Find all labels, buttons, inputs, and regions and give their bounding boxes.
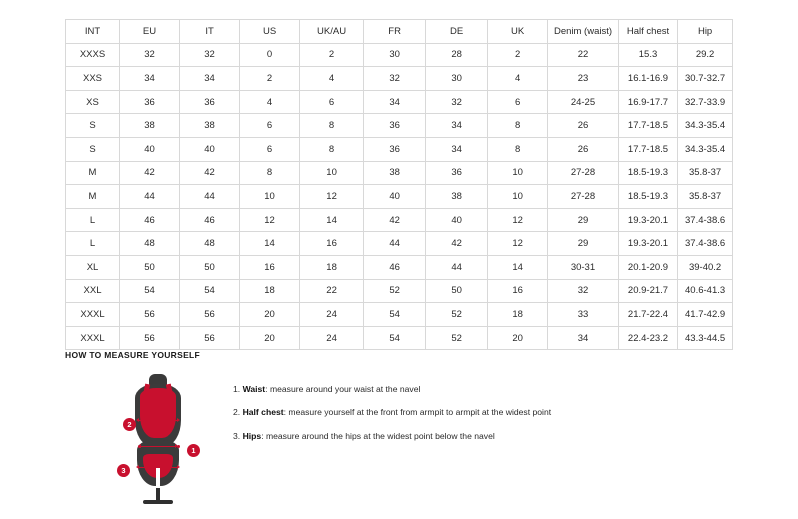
table-cell: 16: [240, 255, 300, 279]
table-cell: 16: [488, 279, 548, 303]
table-cell: XS: [66, 90, 120, 114]
table-cell: 35.8-37: [678, 185, 733, 209]
table-cell: 24-25: [548, 90, 619, 114]
measure-instruction-term: Hips: [242, 430, 262, 441]
measure-instruction-text: : measure yourself at the front from armpit to armpit at the widest point: [283, 407, 552, 418]
table-cell: 38: [426, 185, 488, 209]
table-cell: 6: [488, 90, 548, 114]
table-cell: 8: [300, 114, 364, 138]
table-cell: 19.3-20.1: [618, 208, 677, 232]
table-cell: 34: [426, 137, 488, 161]
table-row: [66, 43, 733, 67]
table-cell: S: [66, 114, 120, 138]
table-cell: 40: [120, 137, 180, 161]
measure-instruction-text: : measure around your waist at the navel: [265, 384, 421, 394]
table-row: [66, 137, 733, 161]
bullet-marker-2: 2: [123, 418, 136, 431]
table-cell: 33: [548, 303, 619, 327]
table-cell: 29: [548, 232, 619, 256]
table-cell: 17.7-18.5: [618, 137, 677, 161]
table-cell: 44: [364, 232, 426, 256]
table-cell: 10: [488, 161, 548, 185]
table-cell: XXXL: [66, 326, 120, 350]
column-header-5: FR: [364, 20, 426, 44]
table-cell: 36: [180, 90, 240, 114]
measure-instruction-number: 1.: [233, 384, 241, 394]
column-header-2: IT: [180, 20, 240, 44]
table-cell: 36: [120, 90, 180, 114]
table-cell: 4: [240, 90, 300, 114]
measure-instructions-list: [233, 372, 551, 454]
table-row: [66, 185, 733, 209]
table-row: [66, 114, 733, 138]
table-cell: 32: [180, 43, 240, 67]
column-header-6: DE: [426, 20, 488, 44]
table-cell: 32: [426, 90, 488, 114]
table-cell: XL: [66, 255, 120, 279]
column-header-7: UK: [488, 20, 548, 44]
table-cell: 34: [180, 67, 240, 91]
table-cell: M: [66, 161, 120, 185]
table-cell: 34: [120, 67, 180, 91]
table-cell: 6: [300, 90, 364, 114]
table-cell: 20.1-20.9: [618, 255, 677, 279]
table-row: [66, 255, 733, 279]
table-cell: 36: [426, 161, 488, 185]
table-cell: 14: [300, 208, 364, 232]
table-cell: 2: [488, 43, 548, 67]
table-cell: 22.4-23.2: [618, 326, 677, 350]
table-cell: 8: [300, 137, 364, 161]
table-cell: 16.1-16.9: [618, 67, 677, 91]
table-cell: 37.4-38.6: [678, 208, 733, 232]
table-cell: 20: [240, 326, 300, 350]
waist-marker-right-icon: [177, 445, 180, 448]
column-header-9: Half chest: [618, 20, 677, 44]
table-cell: 34.3-35.4: [678, 137, 733, 161]
measure-instruction-2: [233, 407, 551, 417]
table-cell: 16: [300, 232, 364, 256]
table-cell: 6: [240, 137, 300, 161]
mannequin-illustration: [95, 372, 215, 512]
table-row: [66, 67, 733, 91]
how-to-measure-title: HOW TO MEASURE YOURSELF: [65, 350, 201, 360]
table-cell: 56: [120, 303, 180, 327]
table-row: [66, 303, 733, 327]
table-cell: 29.2: [678, 43, 733, 67]
table-cell: 50: [426, 279, 488, 303]
table-cell: 20: [488, 326, 548, 350]
table-cell: 18: [300, 255, 364, 279]
table-cell: 46: [364, 255, 426, 279]
table-cell: 12: [240, 208, 300, 232]
table-cell: 8: [240, 161, 300, 185]
table-cell: 44: [426, 255, 488, 279]
table-cell: 16.9-17.7: [618, 90, 677, 114]
table-cell: 24: [300, 303, 364, 327]
table-cell: 34: [426, 114, 488, 138]
half-chest-measure-arrow-icon: [139, 420, 177, 421]
table-cell: 21.7-22.4: [618, 303, 677, 327]
table-cell: 4: [488, 67, 548, 91]
garment-top-icon: [140, 388, 176, 438]
size-chart-container: [65, 19, 733, 350]
table-cell: 8: [488, 114, 548, 138]
table-cell: 34: [364, 90, 426, 114]
table-cell: 29: [548, 208, 619, 232]
table-cell: 43.3-44.5: [678, 326, 733, 350]
table-cell: XXL: [66, 279, 120, 303]
table-cell: 50: [120, 255, 180, 279]
column-header-10: Hip: [678, 20, 733, 44]
column-header-8: Denim (waist): [548, 20, 619, 44]
table-cell: 30: [364, 43, 426, 67]
table-row: [66, 161, 733, 185]
table-cell: 32: [120, 43, 180, 67]
table-cell: 32: [364, 67, 426, 91]
table-cell: 12: [300, 185, 364, 209]
table-cell: 22: [548, 43, 619, 67]
table-cell: 38: [364, 161, 426, 185]
table-cell: 20.9-21.7: [618, 279, 677, 303]
table-cell: 56: [120, 326, 180, 350]
table-cell: 46: [180, 208, 240, 232]
hips-measure-arrow-icon: [139, 467, 177, 468]
column-header-0: INT: [66, 20, 120, 44]
measure-instruction-text: : measure around the hips at the widest point below the navel: [261, 430, 495, 441]
table-cell: 24: [300, 326, 364, 350]
bullet-marker-1: 1: [187, 444, 200, 457]
table-cell: 52: [426, 303, 488, 327]
table-cell: XXXL: [66, 303, 120, 327]
table-cell: 40: [426, 208, 488, 232]
table-cell: 27-28: [548, 161, 619, 185]
table-cell: 10: [300, 161, 364, 185]
table-cell: 37.4-38.6: [678, 232, 733, 256]
table-cell: 52: [426, 326, 488, 350]
table-cell: 38: [120, 114, 180, 138]
measure-instruction-term: Waist: [242, 384, 266, 394]
table-cell: 18.5-19.3: [618, 185, 677, 209]
column-header-1: EU: [120, 20, 180, 44]
waist-measure-arrow-icon: [141, 446, 175, 447]
table-cell: 23: [548, 67, 619, 91]
table-cell: 34.3-35.4: [678, 114, 733, 138]
how-to-measure-section: [65, 350, 765, 512]
table-cell: 14: [240, 232, 300, 256]
table-cell: 48: [120, 232, 180, 256]
size-chart-table: [65, 19, 733, 350]
column-header-4: UK/AU: [300, 20, 364, 44]
measure-instruction-3: [233, 431, 551, 441]
table-cell: 26: [548, 137, 619, 161]
table-row: [66, 232, 733, 256]
table-row: [66, 90, 733, 114]
table-row: [66, 208, 733, 232]
table-cell: 56: [180, 326, 240, 350]
table-cell: 54: [364, 326, 426, 350]
table-cell: 34: [548, 326, 619, 350]
table-cell: 19.3-20.1: [618, 232, 677, 256]
table-cell: 18: [240, 279, 300, 303]
measure-instruction-1: [233, 384, 551, 394]
column-header-3: US: [240, 20, 300, 44]
table-cell: 48: [180, 232, 240, 256]
table-cell: 44: [120, 185, 180, 209]
table-cell: 28: [426, 43, 488, 67]
table-cell: 56: [180, 303, 240, 327]
table-cell: 30.7-32.7: [678, 67, 733, 91]
table-cell: 39-40.2: [678, 255, 733, 279]
table-cell: 8: [488, 137, 548, 161]
table-cell: 42: [426, 232, 488, 256]
table-cell: 42: [180, 161, 240, 185]
table-cell: M: [66, 185, 120, 209]
table-cell: 30-31: [548, 255, 619, 279]
table-cell: 4: [300, 67, 364, 91]
table-cell: 17.7-18.5: [618, 114, 677, 138]
table-cell: XXXS: [66, 43, 120, 67]
table-cell: 40: [180, 137, 240, 161]
table-cell: XXS: [66, 67, 120, 91]
table-cell: 38: [180, 114, 240, 138]
table-cell: 12: [488, 232, 548, 256]
table-cell: 42: [364, 208, 426, 232]
table-cell: 2: [300, 43, 364, 67]
table-cell: 0: [240, 43, 300, 67]
table-cell: 14: [488, 255, 548, 279]
table-cell: 54: [364, 303, 426, 327]
measure-instruction-number: 2.: [233, 407, 241, 418]
table-cell: 52: [364, 279, 426, 303]
table-cell: 18.5-19.3: [618, 161, 677, 185]
table-cell: 36: [364, 137, 426, 161]
table-cell: 54: [180, 279, 240, 303]
table-cell: 36: [364, 114, 426, 138]
table-header-row: [66, 20, 733, 44]
table-cell: 20: [240, 303, 300, 327]
mannequin-leg-gap: [156, 468, 160, 488]
bullet-marker-3: 3: [117, 464, 130, 477]
measure-instruction-term: Half chest: [242, 407, 284, 418]
table-cell: 18: [488, 303, 548, 327]
table-cell: 42: [120, 161, 180, 185]
measure-instruction-number: 3.: [233, 430, 241, 441]
table-cell: 40.6-41.3: [678, 279, 733, 303]
table-cell: L: [66, 208, 120, 232]
table-cell: 10: [240, 185, 300, 209]
table-cell: 6: [240, 114, 300, 138]
table-cell: L: [66, 232, 120, 256]
table-cell: 26: [548, 114, 619, 138]
table-cell: 35.8-37: [678, 161, 733, 185]
table-cell: 2: [240, 67, 300, 91]
table-cell: 41.7-42.9: [678, 303, 733, 327]
table-cell: S: [66, 137, 120, 161]
table-cell: 30: [426, 67, 488, 91]
table-cell: 40: [364, 185, 426, 209]
table-cell: 32.7-33.9: [678, 90, 733, 114]
table-cell: 12: [488, 208, 548, 232]
table-cell: 27-28: [548, 185, 619, 209]
table-cell: 44: [180, 185, 240, 209]
table-cell: 54: [120, 279, 180, 303]
table-cell: 22: [300, 279, 364, 303]
table-row: [66, 279, 733, 303]
table-row: [66, 326, 733, 350]
table-cell: 15.3: [618, 43, 677, 67]
waist-marker-left-icon: [138, 445, 141, 448]
table-cell: 46: [120, 208, 180, 232]
table-cell: 32: [548, 279, 619, 303]
table-cell: 10: [488, 185, 548, 209]
table-cell: 50: [180, 255, 240, 279]
